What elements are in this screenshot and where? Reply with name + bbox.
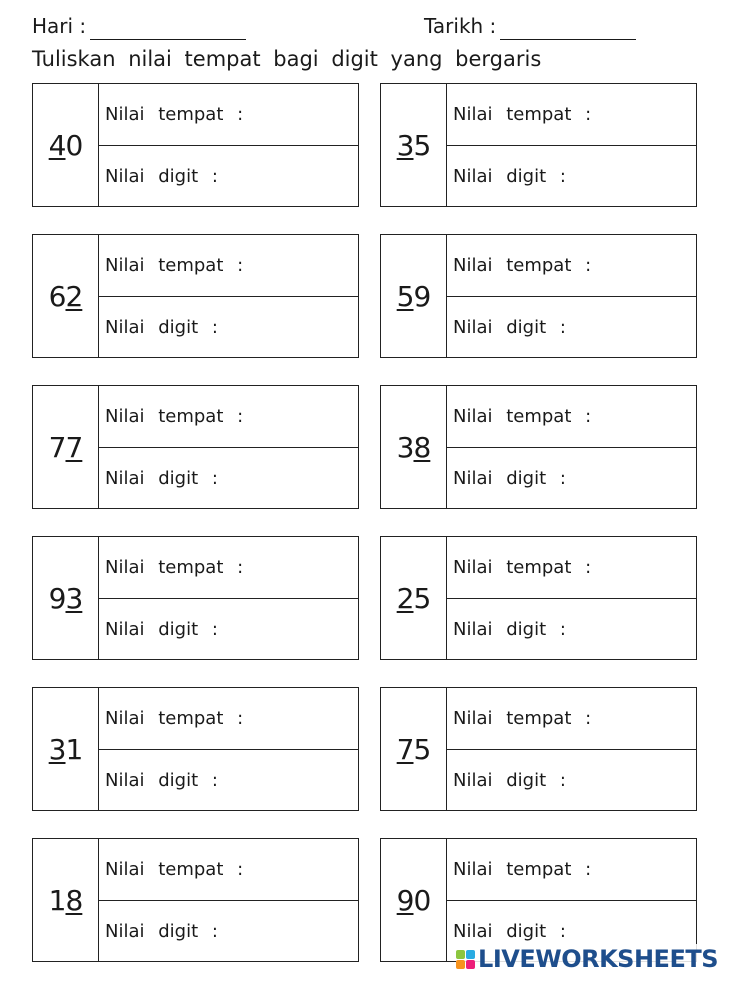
logo-square-1 (456, 950, 465, 959)
number-cell (381, 537, 447, 659)
number-value (49, 582, 83, 615)
place-value-row[interactable] (98, 386, 358, 448)
place-value-row[interactable] (98, 235, 358, 297)
number-value (397, 884, 431, 917)
exercise-box (380, 83, 697, 207)
place-value-label: Nilai tempat : (453, 406, 592, 427)
underlined-digit: 7 (65, 430, 83, 464)
underlined-digit: 8 (65, 883, 83, 917)
underlined-digit: 3 (396, 128, 414, 162)
place-value-row[interactable] (98, 537, 358, 599)
place-value-label: Nilai tempat : (105, 708, 244, 729)
underlined-digit: 2 (65, 279, 83, 313)
exercise-box (32, 234, 359, 358)
exercise-box (380, 385, 697, 509)
digit-value-row[interactable] (98, 901, 358, 963)
underlined-digit: 7 (396, 732, 414, 766)
number-value (397, 733, 431, 766)
digit: 1 (65, 732, 83, 766)
exercise-box (32, 687, 359, 811)
digit-value-label: Nilai digit : (105, 770, 218, 791)
place-value-label: Nilai tempat : (105, 255, 244, 276)
digit-value-label: Nilai digit : (453, 619, 566, 640)
digit-value-label: Nilai digit : (453, 770, 566, 791)
number-value (49, 280, 83, 313)
digit: 1 (48, 883, 66, 917)
place-value-label: Nilai tempat : (105, 104, 244, 125)
place-value-label: Nilai tempat : (453, 104, 592, 125)
digit-value-label: Nilai digit : (105, 921, 218, 942)
digit-value-row[interactable] (98, 297, 358, 359)
underlined-digit: 8 (413, 430, 431, 464)
logo-square-3 (456, 960, 465, 969)
number-cell (33, 839, 99, 961)
digit: 5 (413, 581, 431, 615)
underlined-digit: 2 (396, 581, 414, 615)
number-value (397, 129, 431, 162)
place-value-row[interactable] (98, 688, 358, 750)
place-value-row[interactable] (98, 84, 358, 146)
number-value (49, 129, 83, 162)
place-value-label: Nilai tempat : (105, 859, 244, 880)
hari-label: Hari : (32, 14, 87, 38)
digit-value-label: Nilai digit : (105, 166, 218, 187)
digit: 6 (48, 279, 66, 313)
number-value (397, 431, 431, 464)
number-value (49, 431, 83, 464)
place-value-label: Nilai tempat : (453, 708, 592, 729)
digit-value-label: Nilai digit : (453, 921, 566, 942)
number-cell (381, 688, 447, 810)
exercise-box (32, 385, 359, 509)
place-value-row[interactable] (446, 537, 696, 599)
digit: 9 (413, 279, 431, 313)
exercise-box (32, 536, 359, 660)
number-cell (33, 688, 99, 810)
instruction-text: Tuliskan nilai tempat bagi digit yang bergaris (32, 47, 542, 71)
digit-value-row[interactable] (446, 297, 696, 359)
number-cell (33, 84, 99, 206)
liveworksheets-watermark (456, 944, 718, 974)
underlined-digit: 3 (65, 581, 83, 615)
underlined-digit: 9 (396, 883, 414, 917)
digit: 9 (48, 581, 66, 615)
digit-value-row[interactable] (446, 448, 696, 510)
digit-value-label: Nilai digit : (105, 619, 218, 640)
digit-value-label: Nilai digit : (453, 317, 566, 338)
number-value (397, 280, 431, 313)
digit-value-row[interactable] (446, 146, 696, 208)
number-value (49, 733, 83, 766)
tarikh-field (424, 12, 636, 40)
watermark-text: LIVEWORKSHEETS (478, 945, 718, 973)
number-cell (33, 537, 99, 659)
exercise-box (380, 687, 697, 811)
tarikh-blank-line[interactable] (500, 17, 636, 40)
underlined-digit: 4 (48, 128, 66, 162)
place-value-row[interactable] (446, 235, 696, 297)
number-cell (381, 386, 447, 508)
number-cell (33, 386, 99, 508)
place-value-row[interactable] (446, 688, 696, 750)
tarikh-label: Tarikh : (424, 14, 497, 38)
logo-square-2 (466, 950, 475, 959)
place-value-label: Nilai tempat : (453, 255, 592, 276)
number-cell (381, 839, 447, 961)
digit-value-label: Nilai digit : (105, 317, 218, 338)
place-value-label: Nilai tempat : (105, 557, 244, 578)
digit-value-label: Nilai digit : (105, 468, 218, 489)
place-value-label: Nilai tempat : (105, 406, 244, 427)
digit: 3 (396, 430, 414, 464)
digit-value-row[interactable] (98, 146, 358, 208)
place-value-row[interactable] (446, 386, 696, 448)
digit: 0 (65, 128, 83, 162)
digit: 5 (413, 128, 431, 162)
number-value (49, 884, 83, 917)
place-value-row[interactable] (446, 84, 696, 146)
number-cell (381, 84, 447, 206)
exercise-box (380, 234, 697, 358)
digit-value-row[interactable] (446, 750, 696, 812)
exercise-box (32, 838, 359, 962)
hari-blank-line[interactable] (90, 17, 246, 40)
number-cell (381, 235, 447, 357)
number-cell (33, 235, 99, 357)
exercise-box (380, 536, 697, 660)
digit-value-row[interactable] (98, 448, 358, 510)
place-value-label: Nilai tempat : (453, 557, 592, 578)
place-value-row[interactable] (98, 839, 358, 901)
hari-field (32, 12, 246, 40)
exercise-box (32, 83, 359, 207)
digit: 5 (413, 732, 431, 766)
digit: 7 (48, 430, 66, 464)
logo-square-4 (466, 960, 475, 969)
digit: 0 (413, 883, 431, 917)
liveworksheets-logo-icon (456, 950, 475, 969)
number-value (397, 582, 431, 615)
digit-value-row[interactable] (98, 599, 358, 661)
digit-value-label: Nilai digit : (453, 468, 566, 489)
digit-value-row[interactable] (446, 599, 696, 661)
digit-value-label: Nilai digit : (453, 166, 566, 187)
place-value-label: Nilai tempat : (453, 859, 592, 880)
place-value-row[interactable] (446, 839, 696, 901)
digit-value-row[interactable] (98, 750, 358, 812)
underlined-digit: 5 (396, 279, 414, 313)
underlined-digit: 3 (48, 732, 66, 766)
